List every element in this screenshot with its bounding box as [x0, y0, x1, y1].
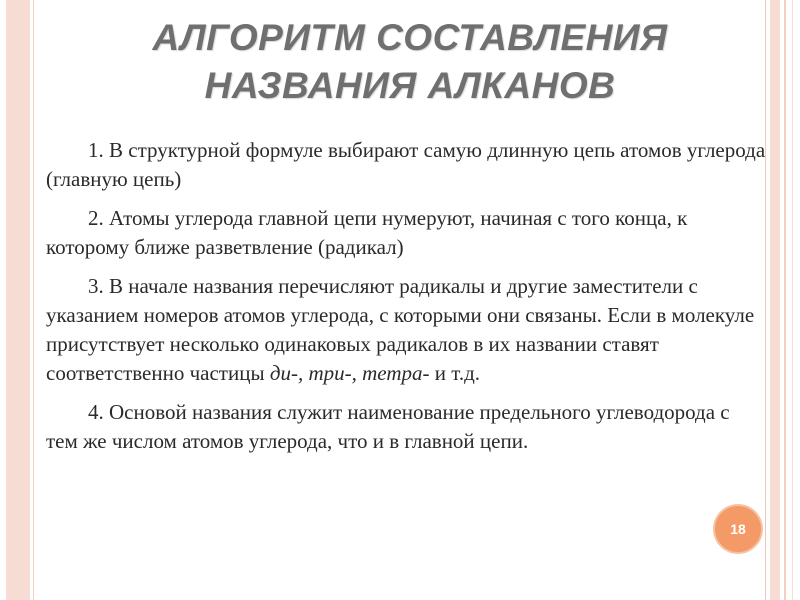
right-decorative-line: [784, 0, 786, 600]
step-3-prefixes: ди-, три-, тетра-: [269, 361, 430, 385]
page-number-badge: 18: [715, 506, 761, 552]
slide-title-line: НАЗВАНИЯ АЛКАНОВ: [204, 65, 616, 106]
right-decorative-line: [792, 0, 793, 600]
step-4-paragraph: 4. Основой названия служит наименование предельного углеводорода с тем же числом атомов углерода, что и в главной цепи.: [46, 400, 730, 453]
left-decorative-line: [33, 0, 34, 600]
step-2-paragraph: 2. Атомы углерода главной цепи нумеруют, начиная с того конца, к которому ближе разветвление (радикал): [46, 206, 688, 259]
slide-body: [46, 136, 766, 466]
step-3-text-end: и т.д.: [429, 361, 481, 385]
step-3-paragraph: [46, 272, 766, 388]
step-3-text: 3. В начале названия перечисляют радикалы и другие заместители с указанием номеров атомов углерода, с которыми они связаны. Если в молекуле присутствует несколько одинаковых радикалов в их названии ставят соответственно частицы: [46, 274, 755, 385]
slide-title: [60, 14, 760, 110]
left-decorative-band: [6, 0, 30, 600]
step-1-paragraph: 1. В структурной формуле выбирают самую длинную цепь атомов углерода (главную цепь): [46, 138, 766, 191]
right-decorative-band: [770, 0, 780, 600]
slide-title-line: АЛГОРИТМ СОСТАВЛЕНИЯ: [152, 17, 668, 58]
